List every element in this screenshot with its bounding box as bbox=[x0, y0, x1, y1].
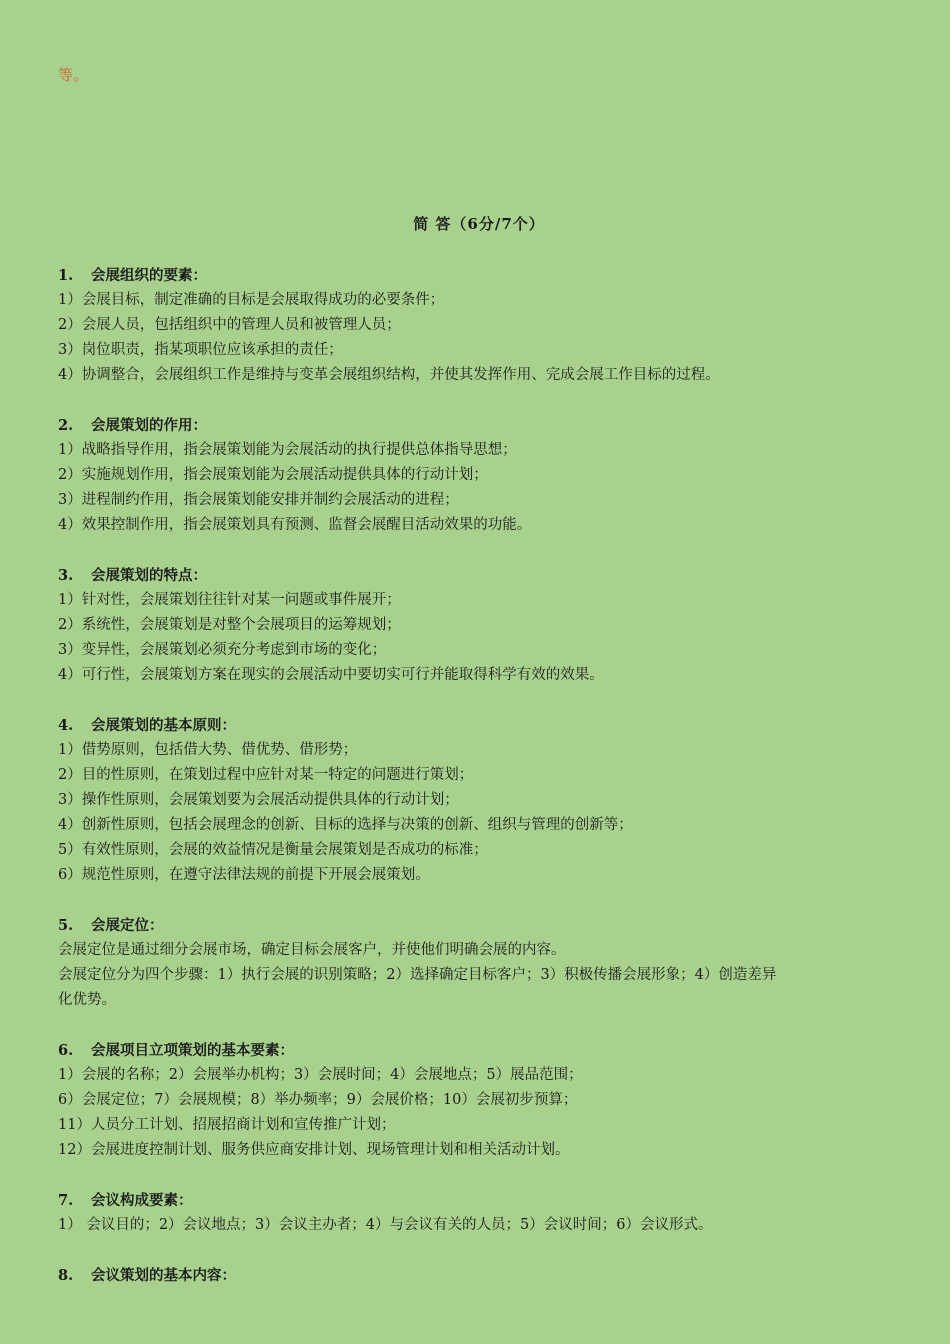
answer-line: 5）有效性原则，会展的效益情况是衡量会展策划是否成功的标准； bbox=[58, 842, 488, 858]
qa-section bbox=[58, 1188, 900, 1238]
answer-line: 6）会展定位；7）会展规模；8）举办频率；9）会展价格；10）会展初步预算； bbox=[58, 1092, 578, 1108]
answer-line: 4）效果控制作用，指会展策划具有预测、监督会展醒目活动效果的功能。 bbox=[58, 517, 532, 533]
section-heading bbox=[58, 913, 900, 938]
answer-line: 3）操作性原则，会展策划要为会展活动提供具体的行动计划； bbox=[58, 792, 459, 808]
answer-line: 1）战略指导作用，指会展策划能为会展活动的执行提供总体指导思想； bbox=[58, 442, 517, 458]
answer-line: 会展定位分为四个步骤：1）执行会展的识别策略；2）选择确定目标客户；3）积极传播会展形象；4）创造差异 bbox=[58, 967, 777, 983]
section-number: 1. bbox=[58, 267, 74, 284]
answer-line: 3）进程制约作用，指会展策划能安排并制约会展活动的进程； bbox=[58, 492, 459, 508]
answer-line: 1）借势原则，包括借大势、借优势、借形势； bbox=[58, 742, 358, 758]
qa-section bbox=[58, 1038, 900, 1163]
answer-line: 4）可行性，会展策划方案在现实的会展活动中要切实可行并能取得科学有效的效果。 bbox=[58, 667, 604, 683]
section-heading bbox=[58, 263, 900, 288]
section-heading bbox=[58, 563, 900, 588]
answer-line: 1）针对性，会展策划往往针对某一问题或事件展开； bbox=[58, 592, 401, 608]
qa-section bbox=[58, 1263, 900, 1288]
answer-line: 2）实施规划作用，指会展策划能为会展活动提供具体的行动计划； bbox=[58, 467, 488, 483]
answer-line: 12）会展进度控制计划、服务供应商安排计划、现场管理计划和相关活动计划。 bbox=[58, 1142, 570, 1158]
qa-section bbox=[58, 563, 900, 688]
answer-line: 1）会展目标，制定准确的目标是会展取得成功的必要条件； bbox=[58, 292, 445, 308]
section-number: 2. bbox=[58, 417, 74, 434]
section-heading-text: 会展组织的要素： bbox=[91, 267, 207, 284]
answer-line: 2）系统性，会展策划是对整个会展项目的运筹规划； bbox=[58, 617, 401, 633]
section-heading-text: 会展项目立项策划的基本要素： bbox=[91, 1042, 294, 1059]
section-number: 7. bbox=[58, 1192, 74, 1209]
page-title: 简 答（6分/7个） bbox=[413, 215, 545, 233]
answer-line: 11）人员分工计划、招展招商计划和宣传推广计划； bbox=[58, 1117, 396, 1133]
section-number: 3. bbox=[58, 567, 74, 584]
qa-section bbox=[58, 913, 900, 1013]
section-heading-text: 会展策划的基本原则： bbox=[91, 717, 236, 734]
section-number: 4. bbox=[58, 717, 74, 734]
answer-line: 3）岗位职责，指某项职位应该承担的责任； bbox=[58, 342, 343, 358]
answer-line: 2）会展人员，包括组织中的管理人员和被管理人员； bbox=[58, 317, 401, 333]
section-heading bbox=[58, 1038, 900, 1063]
answer-line: 化优势。 bbox=[58, 992, 116, 1008]
section-number: 8. bbox=[58, 1267, 74, 1284]
section-heading-text: 会展策划的作用： bbox=[91, 417, 207, 434]
answer-line: 1） 会议目的；2）会议地点；3）会议主办者；4）与会议有关的人员；5）会议时间；6）会议形式。 bbox=[58, 1217, 713, 1233]
qa-section bbox=[58, 263, 900, 388]
answer-line: 4）协调整合，会展组织工作是维持与变革会展组织结构，并使其发挥作用、完成会展工作目标的过程。 bbox=[58, 367, 720, 383]
section-heading bbox=[58, 1188, 900, 1213]
answer-line: 3）变异性，会展策划必须充分考虑到市场的变化； bbox=[58, 642, 387, 658]
answer-line: 2）目的性原则，在策划过程中应针对某一特定的问题进行策划； bbox=[58, 767, 474, 783]
sections-container bbox=[58, 263, 900, 1313]
section-number: 6. bbox=[58, 1042, 74, 1059]
section-heading-text: 会展策划的特点： bbox=[91, 567, 207, 584]
section-heading bbox=[58, 713, 900, 738]
section-heading-text: 会展定位： bbox=[91, 917, 164, 934]
section-heading bbox=[58, 1263, 900, 1288]
section-heading-text: 会议构成要素： bbox=[91, 1192, 193, 1209]
qa-section bbox=[58, 713, 900, 888]
section-number: 5. bbox=[58, 917, 74, 934]
section-heading-text: 会议策划的基本内容： bbox=[91, 1267, 236, 1284]
answer-line: 4）创新性原则，包括会展理念的创新、目标的选择与决策的创新、组织与管理的创新等； bbox=[58, 817, 633, 833]
answer-line: 6）规范性原则，在遵守法律法规的前提下开展会展策划。 bbox=[58, 867, 430, 883]
lead-text: 等。 bbox=[58, 66, 89, 84]
answer-line: 1）会展的名称；2）会展举办机构；3）会展时间；4）会展地点；5）展品范围； bbox=[58, 1067, 583, 1083]
answer-line: 会展定位是通过细分会展市场，确定目标会展客户，并使他们明确会展的内容。 bbox=[58, 942, 566, 958]
section-heading bbox=[58, 413, 900, 438]
qa-section bbox=[58, 413, 900, 538]
